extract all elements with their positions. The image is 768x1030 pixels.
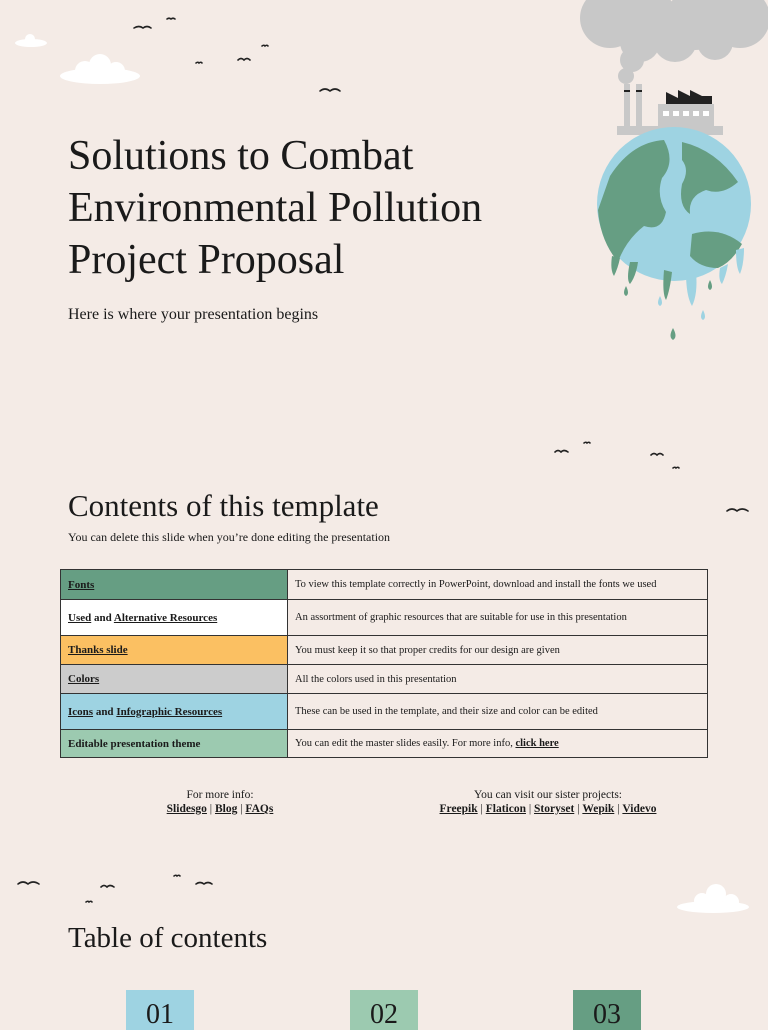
more-info-block [120,788,320,816]
link-separator: | [209,803,213,815]
row-key-cell [61,636,288,665]
slidesgo-link[interactable]: Slidesgo [166,803,207,815]
row-key-cell [61,570,288,600]
globe-icon [597,127,751,340]
sister-projects-links [398,802,698,816]
link-separator: | [240,803,243,815]
link-separator: | [480,803,483,815]
row-desc-cell: To view this template correctly in PowerPoint, download and install the fonts we used [288,570,708,600]
thanks-slide-link[interactable]: Thanks slide [68,644,128,656]
link-separator: | [617,803,620,815]
row-key-cell [61,694,288,730]
link-separator: | [528,803,532,815]
smoke-icon [580,0,768,84]
more-info-links [120,802,320,816]
toc-heading: Table of contents [68,922,268,954]
colors-link[interactable]: Colors [68,673,100,685]
table-row [61,636,708,665]
title-line: Environmental Pollution [68,185,483,231]
cloud-icon [677,884,749,913]
toc-number-03: 03 [573,990,641,1030]
table-row [61,570,708,600]
theme-label: Editable presentation theme [68,737,201,750]
sister-projects-block [398,788,698,816]
table-row [61,694,708,730]
storyset-link[interactable]: Storyset [534,803,575,815]
click-here-link[interactable]: click here [515,738,559,749]
theme-desc: You can edit the master slides easily. For more info, [295,738,516,749]
table-row [61,665,708,694]
contents-subheading: You can delete this slide when you’re done editing the presentation [68,530,391,544]
joiner-text: and [93,705,117,718]
row-key-cell [61,600,288,636]
link-separator: | [577,803,580,815]
sister-projects-label: You can visit our sister projects: [473,789,622,801]
table-row [61,600,708,636]
flaticon-link[interactable]: Flaticon [485,803,526,815]
toc-number-02: 02 [350,990,418,1030]
alternative-resources-link[interactable]: Alternative Resources [113,611,218,624]
infographic-resources-link[interactable]: Infographic Resources [116,705,223,718]
row-desc-cell: You must keep it so that proper credits for our design are given [288,636,708,665]
row-desc-cell: All the colors used in this presentation [288,665,708,694]
videvo-link[interactable]: Videvo [622,803,657,815]
used-resources-link[interactable]: Used [68,611,92,624]
cloud-icon [15,34,47,47]
row-key-cell [61,730,288,758]
freepik-link[interactable]: Freepik [439,803,478,815]
icons-link[interactable]: Icons [68,705,94,718]
table-row [61,730,708,758]
toc-number-01: 01 [126,990,194,1030]
faqs-link[interactable]: FAQs [245,803,274,815]
fonts-link[interactable]: Fonts [68,578,95,591]
row-desc-cell [288,730,708,758]
row-desc-cell: These can be used in the template, and their size and color can be edited [288,694,708,730]
row-desc-cell: An assortment of graphic resources that are suitable for use in this presentation [288,600,708,636]
wepik-link[interactable]: Wepik [582,803,615,815]
title-line: Project Proposal [68,237,345,283]
blog-link[interactable]: Blog [214,803,238,815]
polluted-earth-illustration [570,0,768,350]
presentation-subtitle: Here is where your presentation begins [68,306,319,323]
resources-table [60,569,708,758]
contents-heading: Contents of this template [68,488,379,523]
joiner-text: and [91,611,114,624]
more-info-label: For more info: [186,789,254,801]
title-line: Solutions to Combat [68,133,414,179]
cloud-icon [60,54,140,84]
presentation-title [68,130,482,286]
row-key-cell [61,665,288,694]
